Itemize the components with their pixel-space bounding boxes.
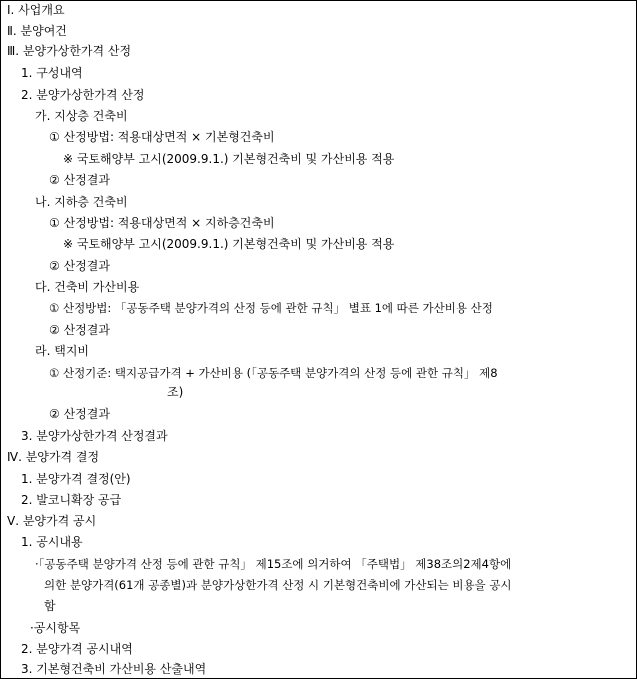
outline-line: 3. 기본형건축비 가산비용 산출내역 (21, 662, 207, 676)
outline-line: ·공시항목 (30, 621, 81, 635)
outline-line: 의한 분양가격(61개 공종별)과 분양가상한가격 산정 시 기본형건축비에 가산되는 비용을 공시 (44, 578, 512, 592)
outline-line: 다. 건축비 가산비용 (35, 280, 140, 294)
outline-line: 함 (44, 599, 56, 613)
outline-line: 1. 구성내역 (21, 66, 83, 80)
outline-line: 3. 분양가상한가격 산정결과 (21, 429, 168, 443)
outline-line: 가. 지상층 건축비 (35, 109, 128, 123)
outline-line: ① 산정방법: 적용대상면적 × 지하층건축비 (49, 216, 275, 230)
outline-line: 1. 분양가격 결정(안) (21, 472, 131, 486)
outline-line: ① 산정기준: 택지공급가격 + 가산비용 (「공동주택 분양가격의 산정 등에 관한 규칙」 제8 (49, 366, 498, 380)
outline-line: ·「공동주택 분양가격 산정 등에 관한 규칙」 제15조에 의거하여 「주택법」 제38조의2제4항에 (35, 557, 512, 571)
outline-line: Ⅰ. 사업개요 (7, 3, 65, 17)
outline-line: 조) (167, 385, 184, 399)
outline-line: ① 산정방법: 적용대상면적 × 기본형건축비 (49, 130, 275, 144)
outline-line: 1. 공시내용 (21, 535, 83, 549)
outline-line: ② 산정결과 (49, 323, 110, 337)
outline-line: 2. 발코니확장 공급 (21, 493, 122, 507)
outline-line: Ⅴ. 분양가격 공시 (7, 514, 97, 528)
outline-line: 2. 분양가상한가격 산정 (21, 88, 145, 102)
outline-line: ② 산정결과 (49, 173, 110, 187)
outline-line: 라. 택지비 (35, 344, 89, 358)
outline-line: ※ 국토해양부 고시(2009.9.1.) 기본형건축비 및 가산비용 적용 (63, 152, 395, 166)
outline-line: ② 산정결과 (49, 259, 110, 273)
outline-line: 나. 지하층 건축비 (35, 195, 128, 209)
outline-line: ※ 국토해양부 고시(2009.9.1.) 기본형건축비 및 가산비용 적용 (63, 237, 395, 251)
outline-line: Ⅱ. 분양여건 (7, 24, 67, 38)
outline-line: ② 산정결과 (49, 407, 110, 421)
outline-line: ① 산정방법: 「공동주택 분양가격의 산정 등에 관한 규칙」 별표 1에 따른 가산비용 산정 (49, 301, 493, 315)
outline-line: Ⅲ. 분양가상한가격 산정 (7, 44, 132, 58)
outline-line: Ⅳ. 분양가격 결정 (7, 450, 100, 464)
outline-line: 2. 분양가격 공시내역 (21, 642, 133, 656)
